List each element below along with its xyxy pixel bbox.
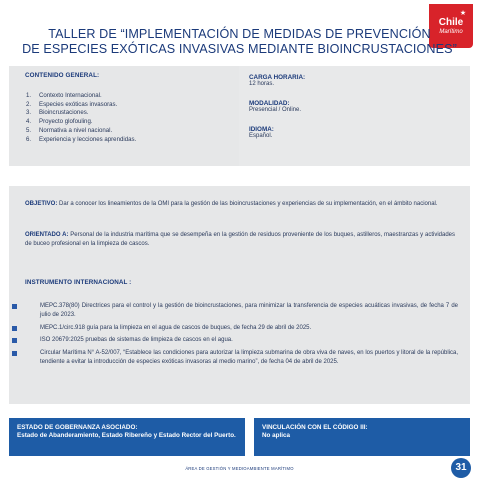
contenido-item-number: 1.	[26, 92, 32, 99]
contenido-item	[26, 109, 136, 118]
objetivo-panel	[9, 186, 470, 272]
contenido-item-text: Experiencia y lecciones aprendidas.	[39, 135, 137, 143]
title-line-2: DE ESPECIES EXÓTICAS INVASIVAS MEDIANTE BIOINCRUSTACIONES”	[22, 42, 457, 56]
contenido-item	[26, 127, 136, 136]
modalidad-label: MODALIDAD:	[249, 100, 290, 107]
objetivo-label: OBJETIVO:	[25, 201, 58, 207]
info-panel	[239, 66, 470, 166]
square-bullet-icon	[12, 338, 17, 343]
contenido-item-text: Especies exóticas invasoras.	[39, 100, 118, 108]
contenido-item	[26, 92, 136, 101]
instrumento-item-text: MEPC.1/circ.918 guía para la limpieza en el agua de cascos de buques, de fecha 29 de abril de 2025.	[40, 324, 312, 331]
page-title	[0, 27, 479, 57]
contenido-item-text: Proyecto glofouling.	[39, 118, 93, 126]
contenido-item	[26, 118, 136, 127]
instrumento-list	[26, 302, 458, 370]
idioma-value: Español.	[249, 133, 273, 139]
modalidad-value: Presencial / Online.	[249, 107, 302, 113]
idioma-block	[249, 126, 274, 139]
instrumento-item-text: MEPC.378(80) Directrices para el control y la gestión de bioincrustaciones, para minimizar la transferencia de especies acuáticas invasivas, de fecha 7 de julio de 2023.	[40, 303, 458, 319]
orientado-paragraph	[25, 231, 455, 249]
vinculacion-box	[254, 418, 470, 456]
contenido-item-text: Bioincrustaciones.	[39, 109, 89, 117]
contenido-item-number: 3.	[26, 109, 32, 117]
title-line-1: TALLER DE “IMPLEMENTACIÓN DE MEDIDAS DE PREVENCIÓN	[48, 27, 431, 41]
contenido-item-text: Normativa a nivel nacional.	[39, 126, 113, 134]
orientado-text: Personal de la industria marítima que se desempeña en la gestión de residuos proveniente de los buques, astilleros, maestranzas y actividades de buceo profesional en la limpieza de cascos.	[25, 232, 455, 247]
modalidad-block	[249, 100, 301, 113]
objetivo-paragraph	[25, 200, 455, 209]
vinculacion-value: No aplica	[262, 432, 290, 439]
vinculacion-label: VINCULACIÓN CON EL CÓDIGO III:	[262, 424, 368, 431]
instrumento-item-text: ISO 20679:2025 pruebas de sistemas de limpieza de cascos en el agua.	[40, 337, 233, 344]
carga-block	[249, 74, 305, 87]
instrumento-item-text: Circular Marítima N° A-52/007, “Establece las condiciones para autorizar la limpieza submarina de obra viva de naves, en los puertos y litoral de la república, tendiente a evitar la introducción de especies exóticas invasoras al medio marino”, de fecha 04 de abril de 2025.	[40, 349, 458, 366]
carga-value: 12 horas.	[249, 81, 275, 87]
idioma-label: IDIOMA:	[249, 126, 274, 133]
contenido-item-number: 5.	[26, 126, 32, 134]
square-bullet-icon	[12, 326, 17, 331]
page-number: 31	[451, 458, 471, 478]
footer-text: ÁREA DE GESTIÓN Y MEDIOAMBIENTE MARÍTIMO	[185, 466, 294, 471]
instrumento-item	[26, 336, 458, 345]
square-bullet-icon	[12, 304, 17, 309]
orientado-label: ORIENTADO A:	[25, 232, 69, 238]
contenido-item-number: 6.	[26, 135, 32, 143]
gobernanza-box	[9, 418, 245, 456]
instrumento-item	[26, 302, 458, 321]
instrumento-item	[26, 349, 458, 368]
instrumento-heading: INSTRUMENTO INTERNACIONAL :	[25, 279, 132, 286]
gobernanza-label: ESTADO DE GOBERNANZA ASOCIADO:	[17, 424, 138, 431]
objetivo-text: Dar a conocer los lineamientos de la OMI para la gestión de las bioincrustaciones y experiencias de su implementación, en el ámbito nacional.	[59, 201, 438, 207]
square-bullet-icon	[12, 351, 17, 356]
star-icon: ★	[459, 10, 467, 17]
instrumento-item	[26, 324, 458, 333]
logo-text-maritimo: Marítimo	[439, 29, 463, 35]
contenido-list	[26, 92, 136, 144]
carga-label: CARGA HORARIA:	[249, 74, 306, 81]
contenido-heading: CONTENIDO GENERAL:	[25, 72, 100, 79]
logo-text-chile: Chile	[438, 17, 464, 28]
contenido-item	[26, 101, 136, 110]
contenido-item-text: Contexto Internacional.	[39, 92, 102, 99]
contenido-item	[26, 136, 136, 145]
contenido-item-number: 2.	[26, 100, 32, 108]
contenido-item-number: 4.	[26, 118, 32, 126]
gobernanza-value: Estado de Abanderamiento, Estado Ribereño y Estado Rector del Puerto.	[17, 432, 236, 439]
